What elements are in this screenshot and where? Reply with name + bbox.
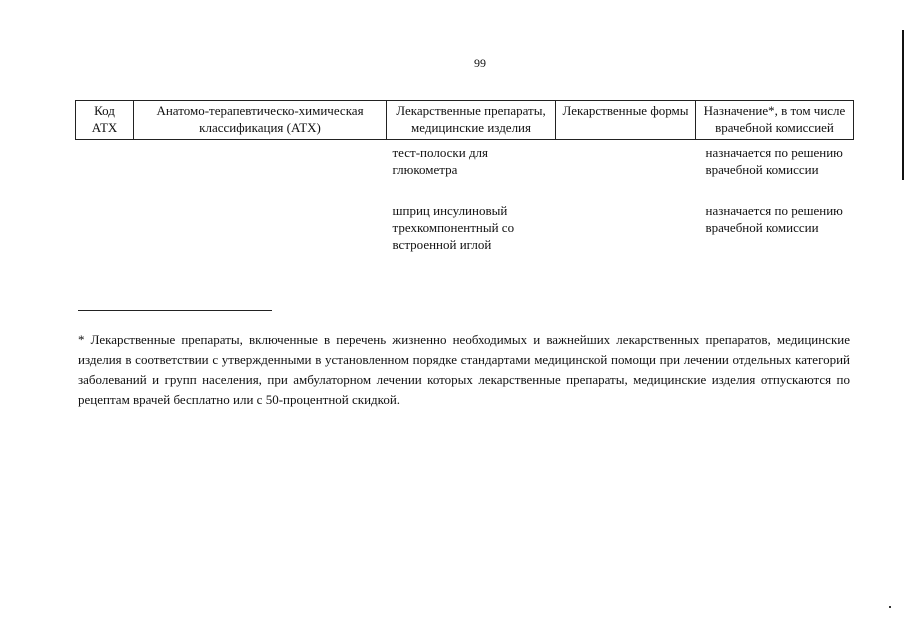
- header-drugs-devices: Лекарственные препараты, медицинские изделия: [387, 101, 556, 140]
- cell-drug: шприц инсулиновый трехкомпонентный со встроенной иглой: [392, 203, 515, 252]
- header-dosage-forms: Лекарственные формы: [556, 101, 696, 140]
- cell-note: назначается по решению врачебной комиссии: [705, 145, 843, 177]
- scan-edge-mark: [902, 30, 904, 180]
- cell-form: [556, 144, 696, 178]
- cell-code: [76, 202, 134, 253]
- header-atc-classification: Анатомо-терапевтическо-химическая классификация (АТХ): [134, 101, 387, 140]
- cell-form: [556, 202, 696, 253]
- cell-drug: тест-полоски для глюкометра: [392, 145, 489, 177]
- cell-atc: [134, 202, 387, 253]
- page-number: 99: [474, 56, 486, 70]
- table-gap: [76, 178, 854, 202]
- cell-atc: [134, 144, 387, 178]
- table-row: [76, 144, 854, 178]
- table-header-row: [76, 101, 854, 140]
- drug-table: [75, 100, 854, 253]
- table-row: [76, 202, 854, 253]
- header-code: Код АТХ: [76, 101, 134, 140]
- scan-speck: [889, 606, 891, 608]
- cell-note: назначается по решению врачебной комиссии: [705, 203, 843, 235]
- footnote-text: * Лекарственные препараты, включенные в перечень жизненно необходимых и важнейших лекарственных препаратов, медицинские изделия в соответствии с утвержденными в установленном порядке стандартами медицинской помощи при лечении отдельных категорий заболеваний и групп населения, при амбулаторном лечении которых лекарственные препараты, медицинские изделия отпускаются по рецептам врачей бесплатно или с 50-процентной скидкой.: [78, 332, 850, 407]
- header-prescription-note: Назначение*, в том числе врачебной комиссией: [696, 101, 854, 140]
- footnote-divider: [78, 310, 272, 311]
- cell-code: [76, 144, 134, 178]
